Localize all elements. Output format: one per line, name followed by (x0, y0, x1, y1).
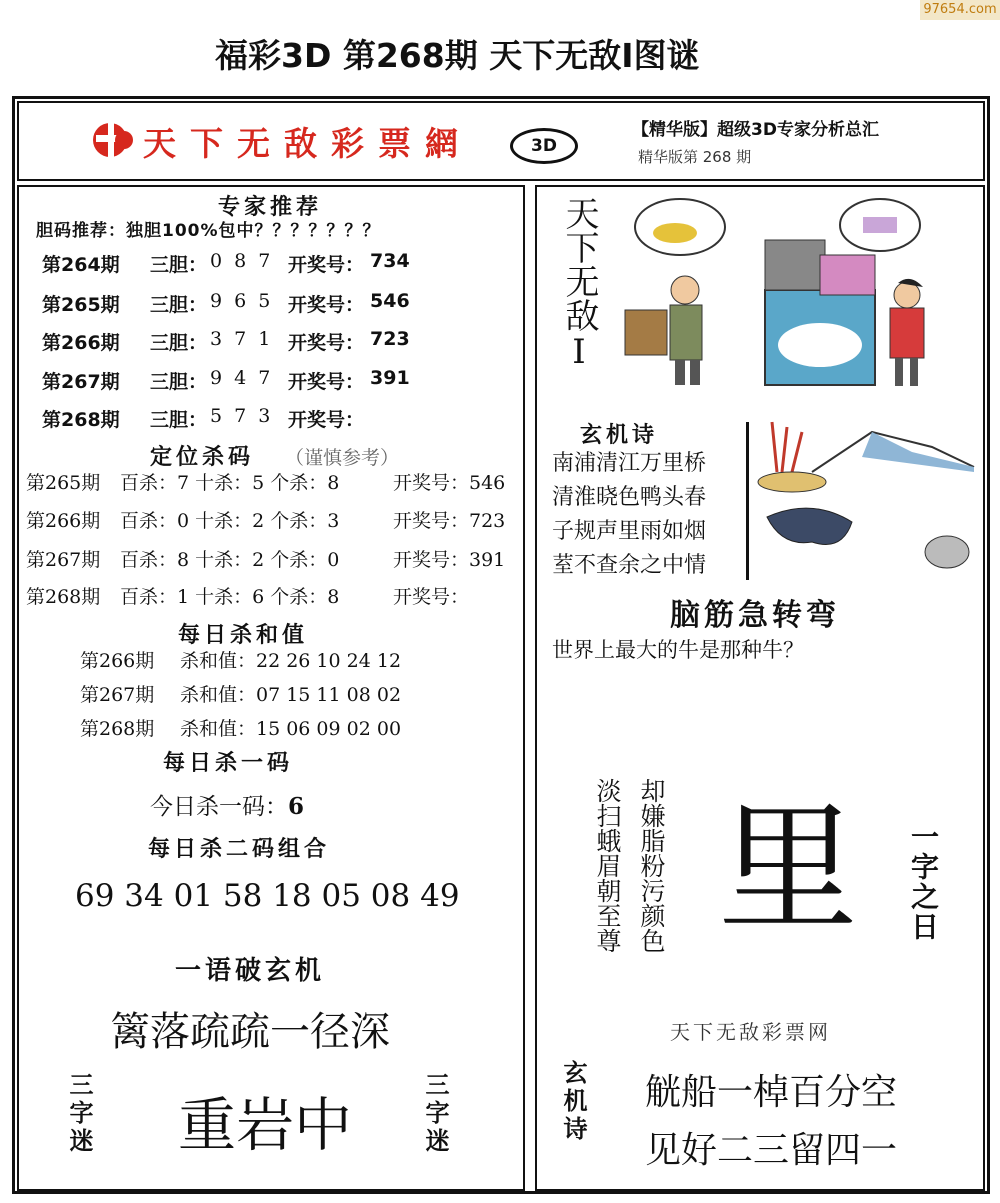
one-phrase-title: 一语破玄机 (175, 956, 326, 986)
sum-kill-text: 杀和值：07 15 11 08 02 (180, 684, 402, 706)
position-kill-draw: 开奖号：546 (393, 472, 506, 494)
cartoon-illustration (615, 195, 983, 395)
expert-row-draw: 734 (370, 250, 410, 272)
expert-row-draw: 391 (370, 367, 410, 389)
expert-row-label: 三胆： (150, 294, 208, 316)
bottom-poem-line-1: 觥船一棹百分空 (645, 1072, 898, 1113)
expert-row-draw-label: 开奖号： (288, 332, 365, 354)
poem-line: 清淮晓色鸭头春 (552, 485, 707, 510)
expert-row-period: 第266期 (42, 332, 120, 354)
poem-line: 南浦清江万里桥 (552, 451, 707, 476)
expert-row-label: 三胆： (150, 254, 208, 276)
header-subtitle: 【精华版】超级3D专家分析总汇 (632, 120, 879, 140)
poem-divider (746, 422, 749, 580)
page-title: 福彩3D 第268期 天下无敌Ⅰ图谜 (215, 36, 700, 75)
position-kill-draw: 开奖号： (393, 586, 470, 608)
poem-lines (552, 447, 706, 583)
kill-two-title: 每日杀二码组合 (148, 837, 331, 862)
position-kill-period: 第266期 (26, 510, 101, 532)
one-char-label: 一字之日 (907, 822, 940, 942)
position-kill-text: 百杀：8 十杀：2 个杀：0 (120, 549, 340, 571)
vertical-poem-col2: 却嫌脂粉污颜色 (637, 778, 666, 953)
expert-row-digits: 0 8 7 (210, 250, 274, 272)
expert-row-draw-label: 开奖号： (288, 371, 365, 393)
poem-title: 玄机诗 (580, 423, 659, 448)
position-kill-period: 第265期 (26, 472, 101, 494)
position-kill-text: 百杀：1 十杀：6 个杀：8 (120, 586, 340, 608)
brand-line: 天下无敌彩票网 (670, 1020, 831, 1044)
expert-row-period: 第265期 (42, 294, 120, 316)
logo-text-full: 天下无敌彩票網 (143, 124, 472, 163)
riddle-text: 世界上最大的牛是那种牛？ (552, 638, 804, 662)
expert-row-label: 三胆： (150, 409, 208, 431)
bottom-poem-line-2: 见好二三留四一 (645, 1130, 898, 1171)
poem-line: 子规声里雨如烟 (552, 519, 707, 544)
3d-badge: 3D (510, 128, 578, 164)
expert-row-draw-label: 开奖号： (288, 294, 365, 316)
sum-kill-period: 第266期 (80, 650, 155, 672)
sum-kill-text: 杀和值：22 26 10 24 12 (180, 650, 402, 672)
position-kill-text: 百杀：7 十杀：5 个杀：8 (120, 472, 340, 494)
sum-kill-title: 每日杀和值 (178, 623, 309, 648)
expert-row-draw: 723 (370, 328, 410, 350)
expert-title: 专家推荐 (218, 195, 323, 220)
bottom-poem-label: 玄机诗 (559, 1060, 587, 1144)
position-kill-draw: 开奖号：723 (393, 510, 506, 532)
big-character: 里 (718, 788, 859, 951)
watermark: 97654.com (920, 0, 1000, 20)
kill-one-line (150, 788, 304, 821)
expert-row-label: 三胆： (150, 371, 208, 393)
expert-row-draw-label: 开奖号： (288, 409, 365, 431)
kill-one-title: 每日杀一码 (163, 751, 294, 776)
kill-one-value: 6 (288, 793, 305, 820)
expert-row-digits: 3 7 1 (210, 328, 274, 350)
position-kill-period: 第268期 (26, 586, 101, 608)
expert-row-period: 第264期 (42, 254, 120, 276)
three-char-text: 重岩中 (178, 1091, 353, 1159)
one-phrase-text: 篱落疏疏一径深 (110, 1009, 390, 1055)
sum-kill-period: 第268期 (80, 718, 155, 740)
site-logo-text (143, 118, 472, 165)
position-kill-title: 定位杀码 (150, 445, 255, 470)
expert-row-label: 三胆： (150, 332, 208, 354)
expert-row-draw: 546 (370, 290, 410, 312)
position-kill-period: 第267期 (26, 549, 101, 571)
expert-row-digits: 9 4 7 (210, 367, 274, 389)
expert-row-digits: 5 7 3 (210, 405, 274, 427)
sum-kill-period: 第267期 (80, 684, 155, 706)
sum-kill-text: 杀和值：15 06 09 02 00 (180, 718, 402, 740)
position-kill-draw: 开奖号：391 (393, 549, 506, 571)
kill-one-label: 今日杀一码： (150, 794, 288, 820)
three-char-label-right: 三字迷 (421, 1072, 449, 1156)
lottery-logo-icon (90, 120, 136, 160)
three-char-label-left: 三字迷 (65, 1072, 93, 1156)
expert-row-digits: 9 6 5 (210, 290, 274, 312)
poem-line: 荎不查余之中情 (552, 553, 707, 578)
position-kill-text: 百杀：0 十杀：2 个杀：3 (120, 510, 340, 532)
landscape-illustration (752, 412, 982, 592)
expert-row-period: 第267期 (42, 371, 120, 393)
vertical-poem-col1: 淡扫蛾眉朝至尊 (593, 778, 622, 953)
header-issue: 精华版第 268 期 (638, 148, 752, 166)
vertical-title: 天下无敌Ⅰ (559, 196, 599, 372)
riddle-title: 脑筋急转弯 (670, 598, 840, 633)
position-kill-note: （谨慎参考） (285, 447, 400, 469)
kill-two-values: 69 34 01 58 18 05 08 49 (75, 878, 460, 914)
danma-line: 胆码推荐：独胆100%包中？？？？？？？ (36, 221, 381, 241)
expert-row-draw-label: 开奖号： (288, 254, 365, 276)
expert-row-period: 第268期 (42, 409, 120, 431)
